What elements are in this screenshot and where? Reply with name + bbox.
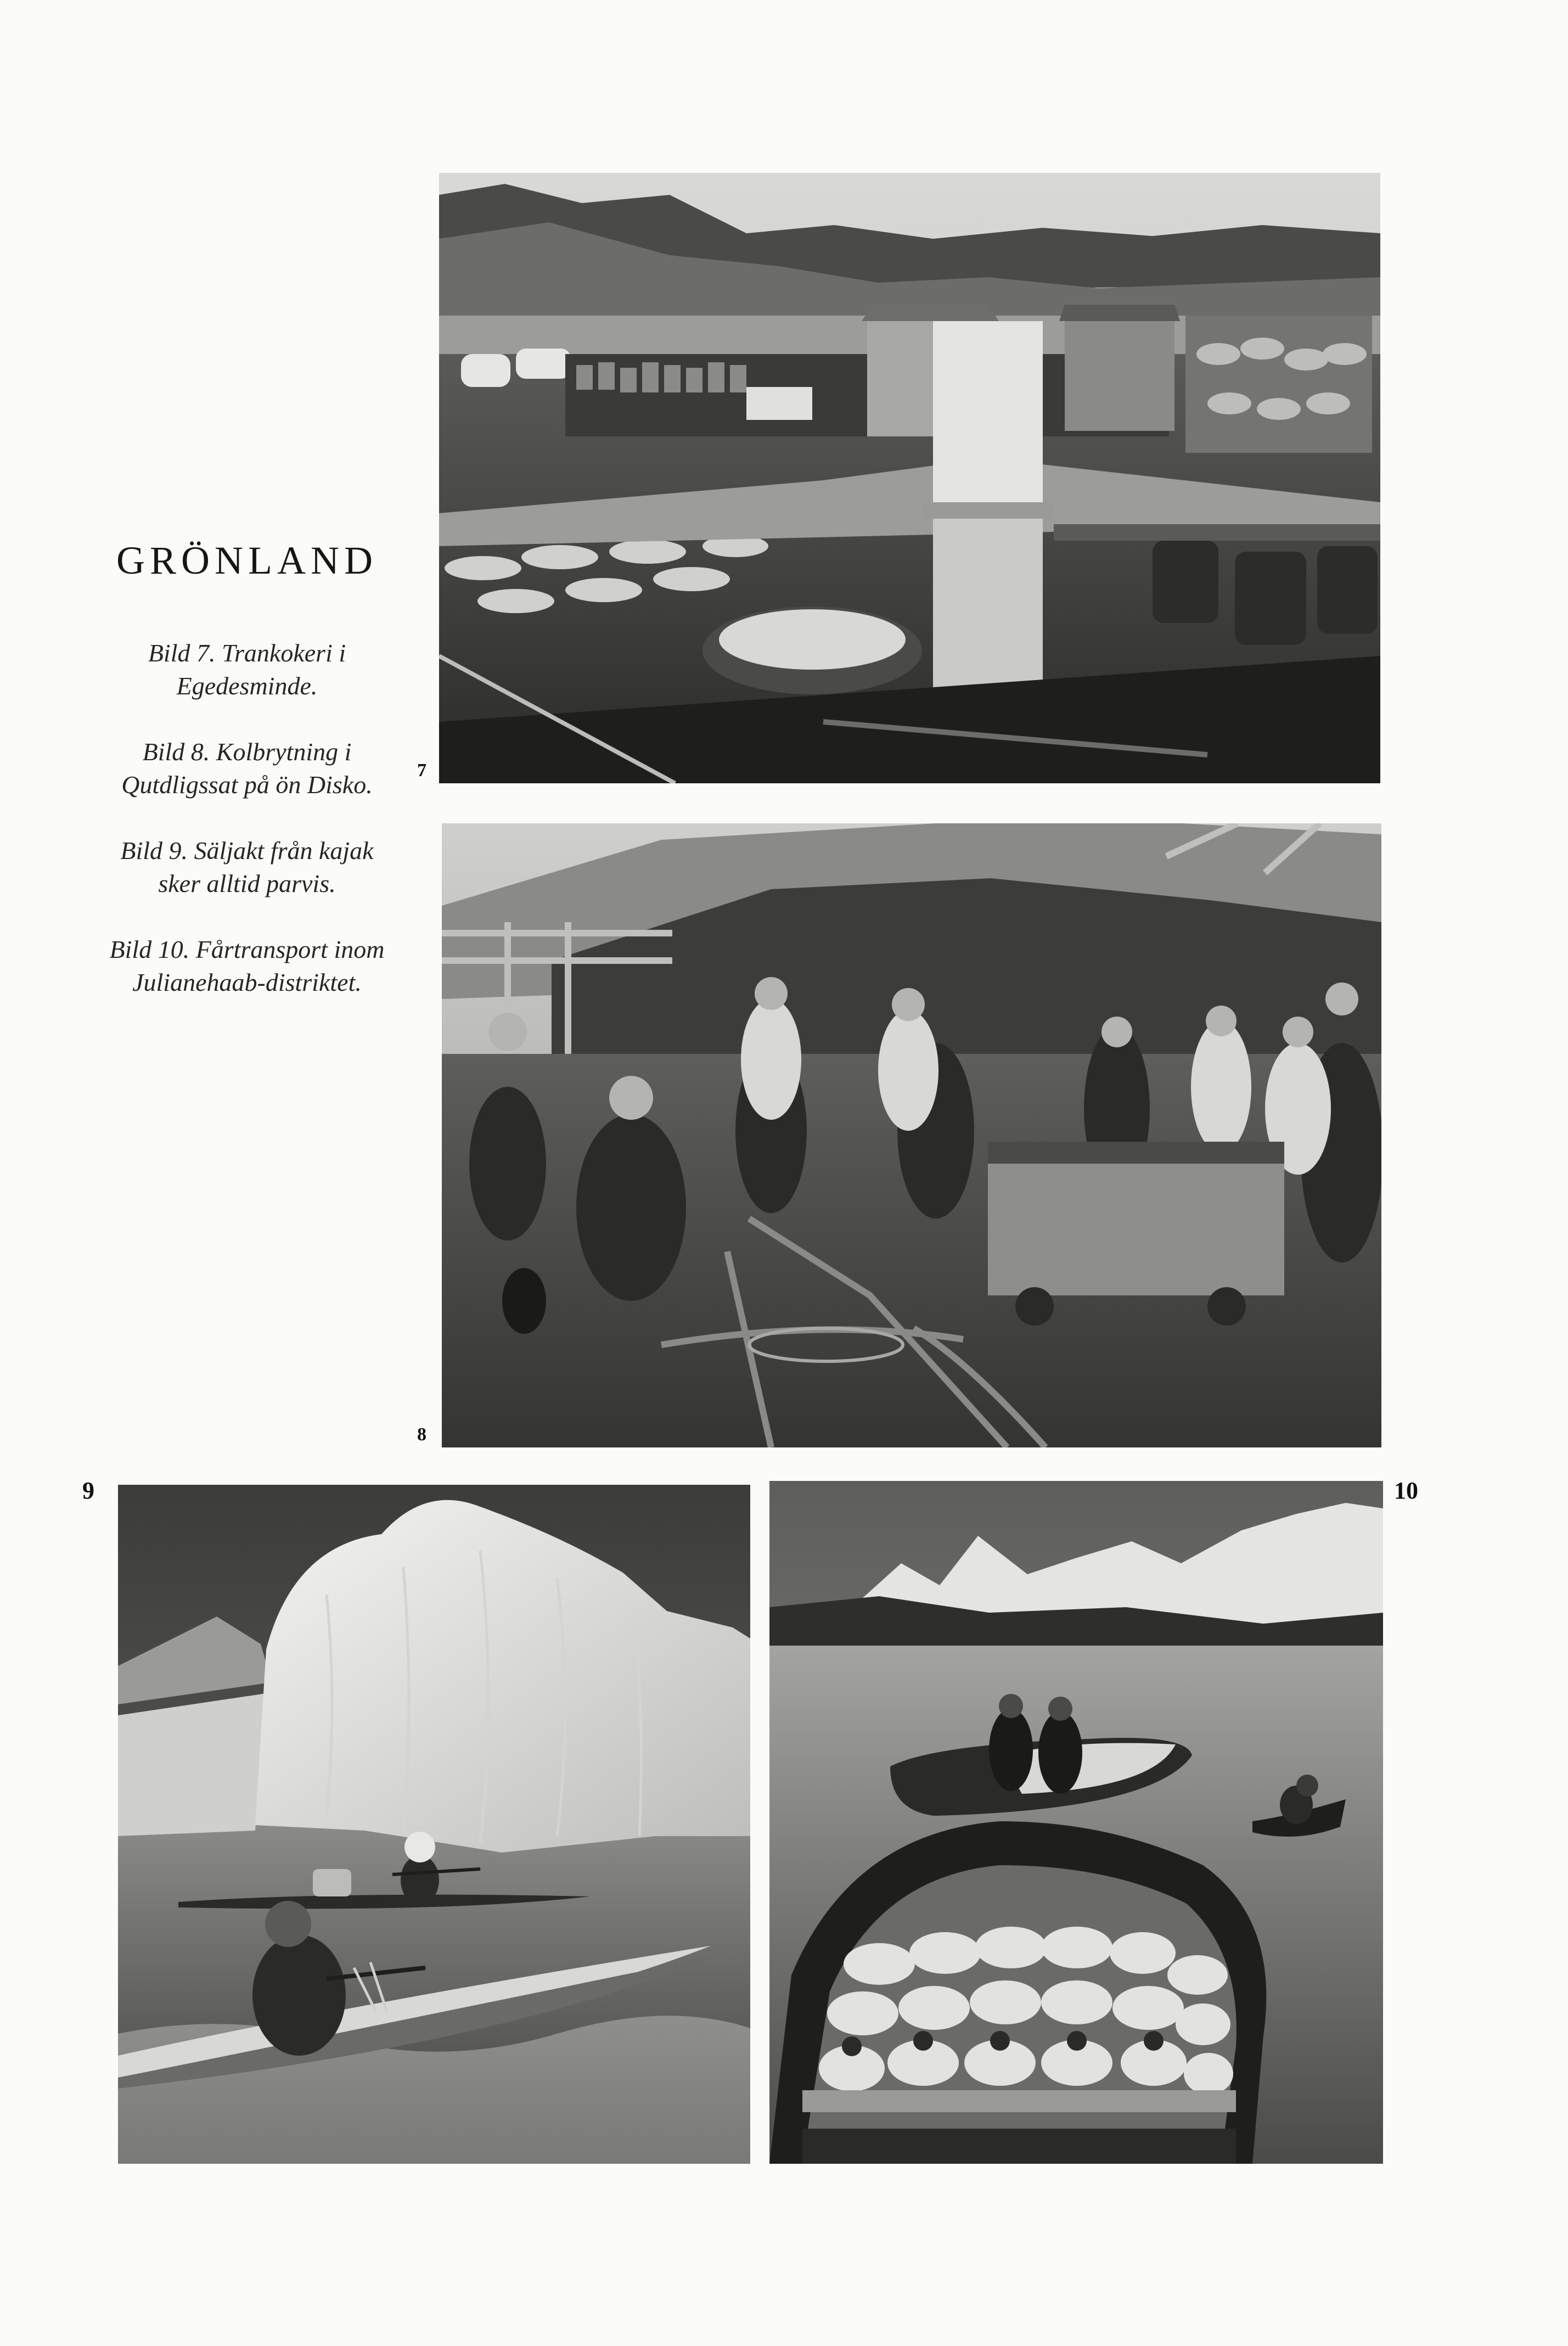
photo-kolbrytning-image [442,823,1381,1447]
photo-trankokeri [439,173,1380,783]
figure-number-7: 7 [417,760,426,781]
photo-trankokeri-image [439,173,1380,783]
photo-saljakt [118,1485,750,2164]
page-title: GRÖNLAND [116,538,378,582]
caption-bild-9: Bild 9. Säljakt från kajak sker alltid parvis. [120,837,374,897]
figure-number-10: 10 [1394,1477,1418,1504]
figure-number-8: 8 [417,1424,426,1445]
caption-bild-10: Bild 10. Fårtransport inom Julianehaab-distriktet. [109,935,385,996]
caption-column [104,637,390,1032]
caption-bild-7: Bild 7. Trankokeri i Egedesminde. [148,639,346,700]
photo-fartransport [769,1481,1383,2164]
figure-number-9: 9 [82,1477,94,1504]
photo-fartransport-image [769,1481,1383,2164]
caption-bild-8: Bild 8. Kolbrytning i Qutdligssat på ön Disko. [121,738,373,799]
photo-saljakt-image [118,1485,750,2164]
photo-kolbrytning [442,823,1381,1447]
